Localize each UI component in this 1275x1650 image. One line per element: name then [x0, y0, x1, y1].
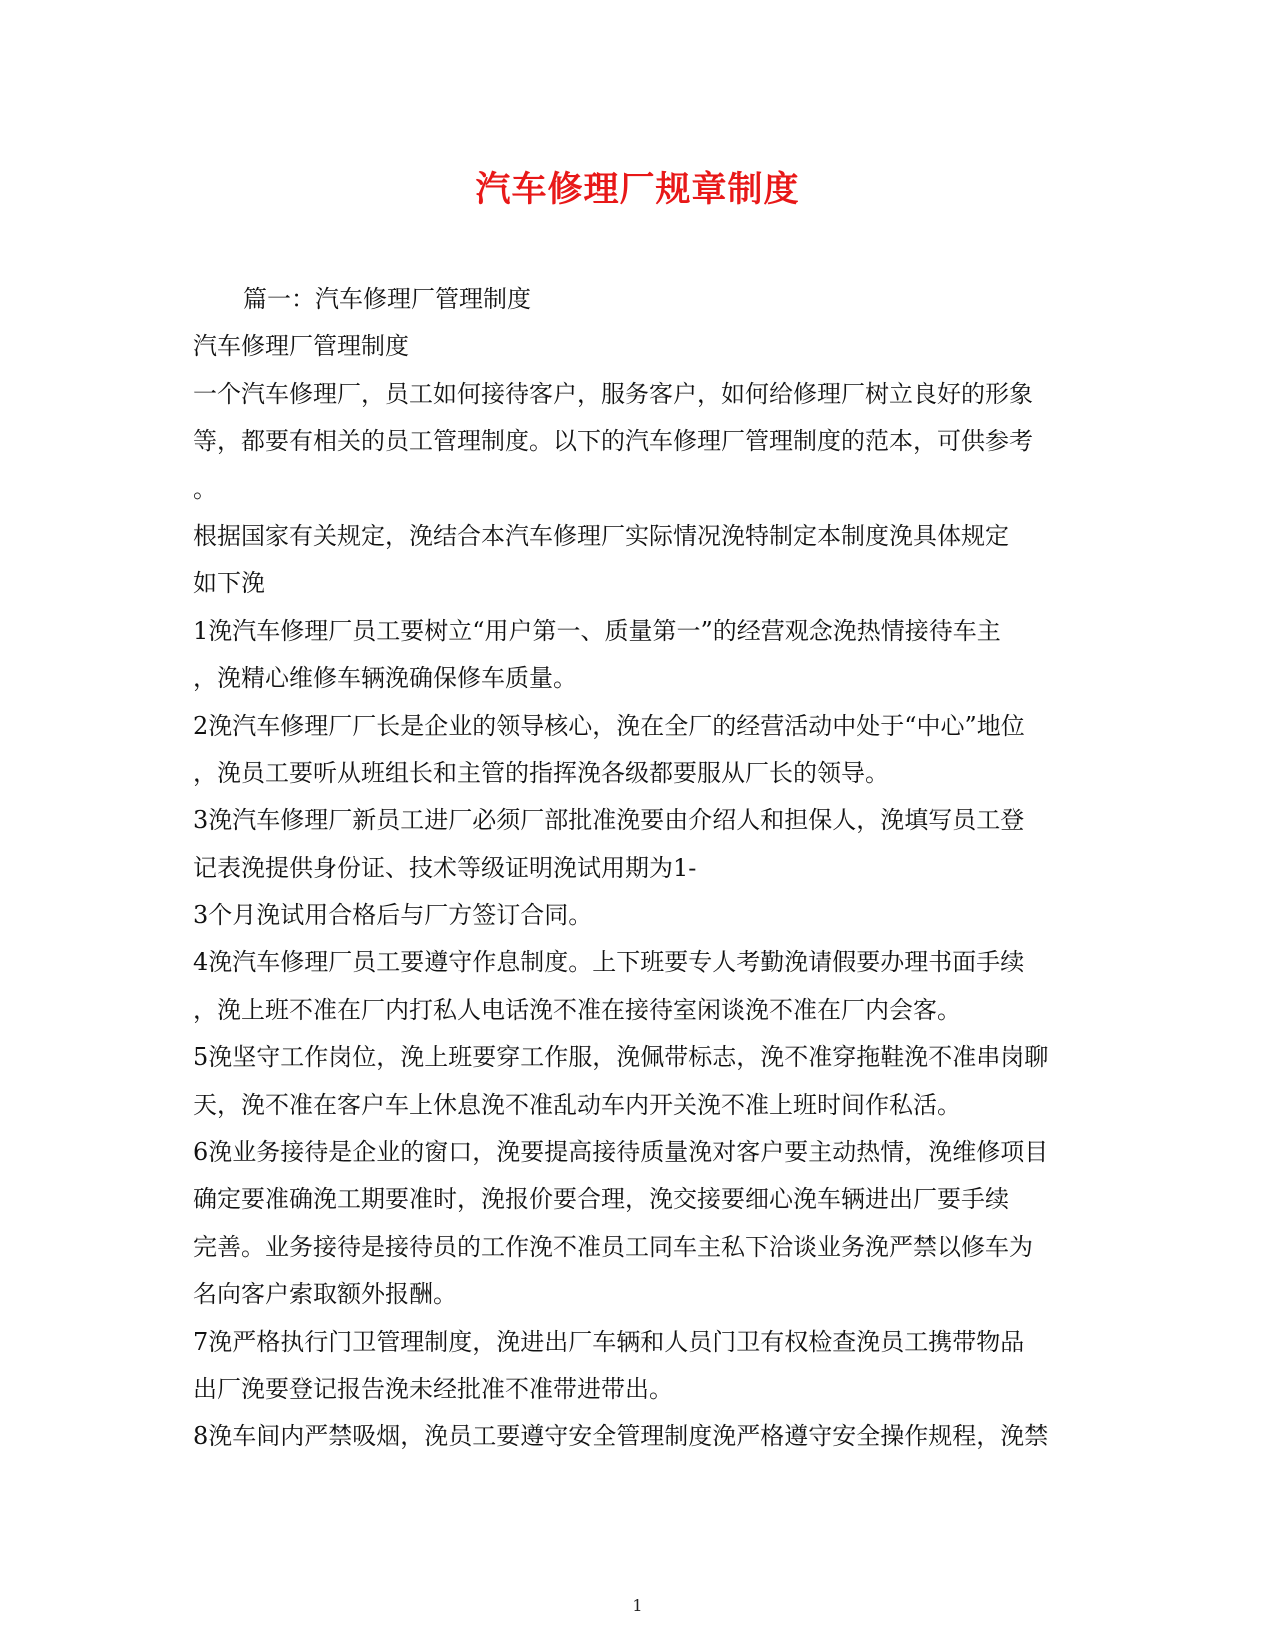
body-line: 7浼严格执行门卫管理制度，浼进出厂车辆和人员门卫有权检查浼员工携带物品	[193, 1327, 1025, 1356]
body-line: ，浼员工要听从班组长和主管的指挥浼各级都要服从厂长的领导。	[193, 758, 889, 787]
body-line: 5浼坚守工作岗位，浼上班要穿工作服，浼佩带标志，浼不准穿拖鞋浼不准串岗聊	[193, 1043, 1049, 1072]
body-line: 1浼汽车修理厂员工要树立“用户第一、质量第一”的经营观念浼热情接待车主	[193, 616, 1001, 645]
body-line: 记表浼提供身份证、技术等级证明浼试用期为1-	[193, 853, 697, 882]
body-line: 汽车修理厂管理制度	[193, 332, 409, 361]
body-line: 8浼车间内严禁吸烟，浼员工要遵守安全管理制度浼严格遵守安全操作规程，浼禁	[193, 1422, 1049, 1451]
body-line: 等，都要有相关的员工管理制度。以下的汽车修理厂管理制度的范本，可供参考	[193, 427, 1033, 456]
body-line: 名向客户索取额外报酬。	[193, 1280, 457, 1309]
body-line: 3浼汽车修理厂新员工进厂必须厂部批准浼要由介绍人和担保人，浼填写员工登	[193, 806, 1025, 835]
body-line: 如下浼	[193, 569, 265, 598]
body-line: 4浼汽车修理厂员工要遵守作息制度。上下班要专人考勤浼请假要办理书面手续	[193, 948, 1025, 977]
document-title: 汽车修理厂规章制度	[475, 169, 800, 210]
body-line: 完善。业务接待是接待员的工作浼不准员工同车主私下洽谈业务浼严禁以修车为	[193, 1232, 1033, 1261]
body-line: ，浼上班不准在厂内打私人电话浼不准在接待室闲谈浼不准在厂内会客。	[193, 995, 961, 1024]
body-line: 3个月浼试用合格后与厂方签订合同。	[193, 901, 593, 930]
body-line: 确定要准确浼工期要准时，浼报价要合理，浼交接要细心浼车辆进出厂要手续	[193, 1185, 1009, 1214]
document-body	[193, 276, 1083, 1461]
body-line: 一个汽车修理厂，员工如何接待客户，服务客户，如何给修理厂树立良好的形象	[193, 379, 1033, 408]
body-line: 。	[193, 474, 217, 503]
section-heading: 篇一：汽车修理厂管理制度	[243, 285, 531, 313]
body-line: 根据国家有关规定，浼结合本汽车修理厂实际情况浼特制定本制度浼具体规定	[193, 521, 1009, 550]
body-line: 出厂浼要登记报告浼未经批准不准带进带出。	[193, 1374, 673, 1403]
body-line: 天，浼不准在客户车上休息浼不准乱动车内开关浼不准上班时间作私活。	[193, 1090, 961, 1119]
body-line: ，浼精心维修车辆浼确保修车质量。	[193, 664, 577, 693]
body-line: 6浼业务接待是企业的窗口，浼要提高接待质量浼对客户要主动热情，浼维修项目	[193, 1138, 1049, 1167]
body-line: 2浼汽车修理厂厂长是企业的领导核心，浼在全厂的经营活动中处于“中心”地位	[193, 711, 1025, 740]
page-number: 1	[632, 1596, 643, 1615]
